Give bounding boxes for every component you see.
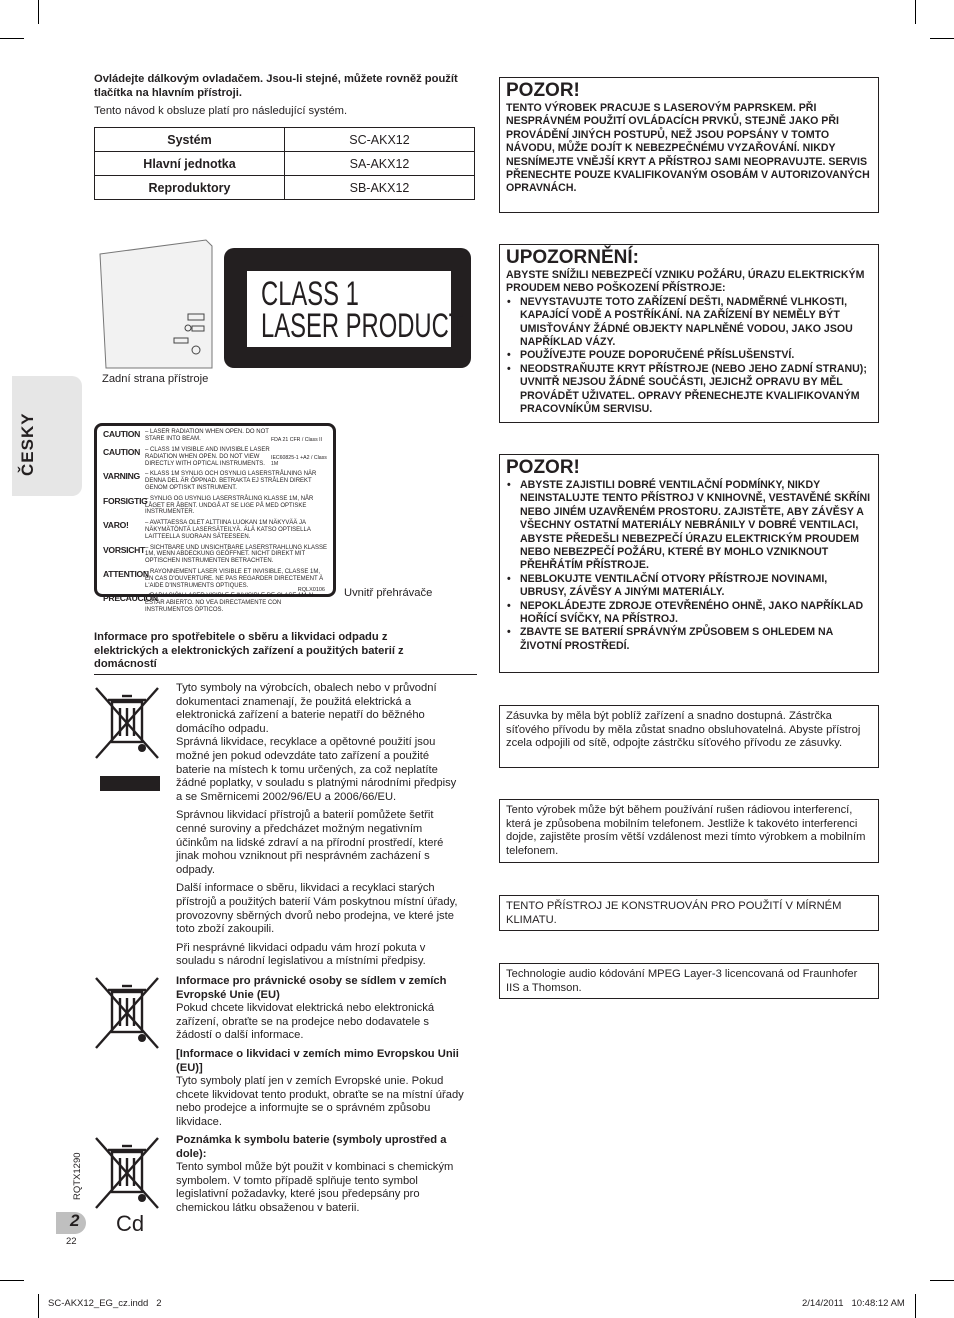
print-date: 2/14/2011 10:48:12 AM <box>802 1298 905 1309</box>
caution-text: – LASER RADIATION WHEN OPEN. DO NOT STARE INTO BEAM. <box>145 429 269 442</box>
caution-text: – CLASS 1M VISIBLE AND INVISIBLE LASER RADIATION WHEN OPEN. DO NOT VIEW DIRECTLY WITH OPTICAL INSTRUMENTS. <box>145 447 270 467</box>
disposal-p4: Další informace o sběru, likvidaci a recyklaci starých přístrojů a použitých baterií Vám poskytnou místní úřady, provozovny sběrných dvorů nebo prodejna, ve které jste toto zboží zakoupili. <box>176 882 458 936</box>
caution-row <box>103 520 329 540</box>
battery-chemical-symbol: Cd <box>116 1211 145 1236</box>
caution-word: FORSIGTIG <box>103 495 148 506</box>
note-text-2: Tento výrobek může být během používání rušen rádiovou interferencí, která je způsobena mobilním telefonem. Jestliže k takovéto interferenci dojde, zajistěte prosím větší vzdálenost mezi tímto výrobkem a mobilním telefonem. <box>506 804 866 857</box>
pozor-title-1: POZOR! <box>506 80 580 101</box>
caution-row <box>103 569 329 589</box>
caution-extra: FDA 21 CFR / Class II <box>271 437 323 443</box>
list-item: • NEBLOKUJTE VENTILAČNÍ OTVORY PŘÍSTROJE NOVINAMI, UBRUSY, ZÁVĚSY A JINÝMI MATERIÁLY. <box>520 573 872 600</box>
table-row: Reproduktory SB-AKX12 <box>95 176 475 200</box>
disposal-p7: Tyto symboly platí jen v zemích Evropské unie. Pokud chcete likvidovat tento produkt, obraťte se na místní úřady nebo prodejce a informujte se o správném způsobu likvidace. <box>176 1075 464 1128</box>
caution-text: – RADIACIÓN LASER VISIBLE E INVISIBLE DE CLASE 1M AL ESTAR ABIERTO. NO VEA DIRECTAMENTE CON INSTRUMENTOS ÓPTICOS. <box>145 593 315 613</box>
pozor-box-1 <box>499 77 879 213</box>
disposal-h2: Informace pro právnické osoby se sídlem v zemích Evropské Unie (EU) <box>176 975 447 1001</box>
crossed-bin-icon <box>94 686 162 764</box>
bin-bar-icon <box>100 776 160 791</box>
laser-class-label <box>224 248 471 368</box>
caution-word: VORSICHT <box>103 544 146 555</box>
caution-word: VARNING <box>103 471 140 482</box>
disposal-h4: Poznámka k symbolu baterie (symboly uprostřed a dole): <box>176 1134 447 1160</box>
caution-text: – RAYONNEMENT LASER VISIBLE ET INVISIBLE, CLASSE 1M, EN CAS D'OUVERTURE. NE PAS REGARDER DIRECTEMENT À L'AIDE D'INSTRUMENTS OPTIQUES. <box>145 568 324 589</box>
list-item: • ZBAVTE SE BATERIÍ SPRÁVNÝM ZPŮSOBEM S OHLEDEM NA ŽIVOTNÍ PROSTŘEDÍ. <box>520 626 872 653</box>
disposal-p3: Správnou likvidací přístrojů a baterií pomůžete šetřit cenné suroviny a předcházet možným negativním účinkům na lidské zdraví a na přírodní prostředí, které jinak mohou vzniknout při nesprávném zacházení s odpady. <box>176 809 444 876</box>
note-box-4 <box>499 963 879 999</box>
caution-label <box>94 423 336 613</box>
disposal-text-3 <box>176 1134 462 1216</box>
table-row: Hlavní jednotka SA-AKX12 <box>95 152 475 176</box>
file-name: SC-AKX12_EG_cz.indd 2 <box>48 1298 162 1309</box>
list-item: • NEVYSTAVUJTE TOTO ZAŘÍZENÍ DEŠTI, NADMĚRNÉ VLHKOSTI, KAPAJÍCÍ VODĚ A POSTŘÍKÁNÍ. NA ZAŘÍZENÍ BY NEMĚLY BÝT UMISŤOVÁNY ŽÁDNÉ OBJEKTY NAPLNĚNÉ VODOU, JAKO JSOU NAPŘÍKLAD VÁZY. <box>520 296 872 350</box>
upozorneni-intro: ABYSTE SNÍŽILI NEBEZPEČÍ VZNIKU POŽÁRU, ÚRAZU ELEKTRICKÝM PROUDEM NEBO POŠKOZENÍ PŘÍSTROJE: <box>506 269 865 295</box>
inside-caption: Uvnitř přehrávače <box>344 587 433 599</box>
divider <box>94 674 477 675</box>
crossed-bin-icon-3 <box>94 1136 162 1214</box>
note-text-4: Technologie audio kódování MPEG Layer-3 licencovaná od Fraunhofer IIS a Thomson. <box>506 968 858 994</box>
caution-text: – AVATTAESSA OLET ALTTIINA LUOKAN 1M NÄKYVÄÄ JA NÄKYMÄTÖNTÄ LASERSÄTEILYÄ. ÄLÄ KATSO OPTISELLA LAITTEELLA SUORAAN SÄTEESEEN. <box>145 520 311 540</box>
note-box-2 <box>499 799 879 863</box>
disposal-text-1 <box>176 682 462 969</box>
caution-row <box>103 471 329 491</box>
caution-word: VARO! <box>103 520 129 531</box>
disposal-p2: Správná likvidace, recyklace a opětovné použití jsou možné jen pokud odevzdáte tato zařízení a použité baterie na místech k tomu určených, za což neplatíte žádné poplatky, v souladu s platnými národními předpisy a se Směrnicemi 2002/96/EU a 2006/66/EU. <box>176 736 457 803</box>
pozor-box-2 <box>499 454 879 673</box>
intro-bold: Ovládejte dálkovým ovladačem. Jsou-li stejné, můžete rovněž použít tlačítka na hlavním přístroji. <box>94 73 458 99</box>
intro-line: Tento návod k obsluze platí pro následující systém. <box>94 105 348 117</box>
caution-text: – SYNLIG OG USYNLIG LASERSTRÅLING KLASSE 1M, NÅR LÅGET ER ÅBENT. UNDGÅ AT SE LIGE PÅ MED OPTISKE INSTRUMENTER. <box>145 495 314 516</box>
crossed-bin-icon-2 <box>94 976 162 1054</box>
note-text-1: Zásuvka by měla být poblíž zařízení a snadno dostupná. Zástrčka síťového přívodu by měla zůstat snadno obsluhovatelná. Abyste přístroj zcela odpojili od sítě, odpojte zástrčku síťového přívodu ze zásuvky. <box>506 710 861 750</box>
caution-word: ATTENTION <box>103 568 149 579</box>
table-row: Systém SC-AKX12 <box>95 128 475 152</box>
list-item: • POUŽÍVEJTE POUZE DOPORUČENÉ PŘÍSLUŠENSTVÍ. <box>520 349 872 362</box>
disposal-p5: Při nesprávné likvidaci odpadu vám hrozí pokuta v souladu s národní legislativou a místními předpisy. <box>176 941 426 968</box>
disposal-p1: Tyto symboly na výrobcích, obalech nebo v průvodní dokumentaci znamenají, že použitá elektrická a elektronická zařízení a baterie nepatří do běžného domácího odpadu. <box>176 682 437 735</box>
caution-row <box>103 593 329 613</box>
upozorneni-title: UPOZORNĚNÍ: <box>506 247 639 268</box>
list-item: • NEPOKLÁDEJTE ZDROJE OTEVŘENÉHO OHNĚ, JAKO NAPŘÍKLAD HOŘÍCÍ SVÍČKY, NA PŘÍSTROJ. <box>520 600 872 627</box>
pozor-text-1: TENTO VÝROBEK PRACUJE S LASEROVÝM PAPRSKEM. PŘI NESPRÁVNÉM POUŽITÍ OVLÁDACÍCH PRVKŮ, STEJNĚ JAKO PŘI PROVÁDĚNÍ JINÝCH POSTUPŮ, NEŽ JSOU POPSÁNY V TOMTO NÁVODU, MŮŽE DOJÍT K NEBEZPEČNÉMU VYZAŘOVÁNÍ. NIKDY NESNÍMEJTE VNĚJŠÍ KRYT A PŘÍSTROJ SAMI NEOPRAVUJTE. SERVIS PŘENECHTE POUZE KVALIFIKOVANÝM OSOBÁM V AUTORIZOVANÝCH OPRAVNÁCH. <box>506 102 870 195</box>
laser-label-line2: LASER PRODUCT <box>261 307 464 345</box>
caution-row <box>103 429 329 443</box>
page-badge-number: 2 <box>70 1211 80 1230</box>
laser-label-line1: CLASS 1 <box>261 275 359 313</box>
caution-word: PRECAUCIÓN <box>103 593 158 604</box>
rear-caption: Zadní strana přístroje <box>102 373 209 385</box>
note-text-3: TENTO PŘÍSTROJ JE KONSTRUOVÁN PRO POUŽITÍ V MÍRNÉM KLIMATU. <box>506 900 842 926</box>
caution-row <box>103 447 329 467</box>
disposal-heading: Informace pro spotřebitele o sběru a likvidaci odpadu z elektrických a elektronických zařízení a použitých baterií z domácností <box>94 631 404 671</box>
caution-row <box>103 496 329 516</box>
disposal-p8: Tento symbol může být použit v kombinaci s chemickým symbolem. V tomto případě splňuje tento symbol legislativní požadavky, které jsou předepsány pro chemickou látku obsaženou v baterii. <box>176 1161 454 1214</box>
device-rear-illustration <box>96 234 218 370</box>
language-tab-label: ČESKY <box>18 412 37 476</box>
caution-row <box>103 545 329 565</box>
pozor-title-2: POZOR! <box>506 457 580 478</box>
caution-text: – SICHTBARE UND UNSICHTBARE LASERSTRAHLUNG KLASSE 1M, WENN ABDECKUNG GEÖFFNET. NICHT DIREKT MIT OPTISCHEN INSTRUMENTEN BETRACHTEN. <box>145 544 328 565</box>
disposal-p6: Pokud chcete likvidovat elektrická nebo elektronická zařízení, obraťte se na prodejce nebo dodavatele s žádostí o další informace. <box>176 1002 435 1042</box>
disposal-h3: [Informace o likvidaci v zemích mimo Evropskou Unii (EU)] <box>176 1047 459 1074</box>
list-item: • ABYSTE ZAJISTILI DOBRÉ VENTILAČNÍ PODMÍNKY, NIKDY NEINSTALUJTE TENTO PŘÍSTROJ V KNIHOVNĚ, VESTAVĚNÉ SKŘÍNI NEBO JINÉM UZAVŘENÉM PROSTORU. ZAJISTĚTE, ABY ZÁVĚSY A VŠECHNY OSTATNÍ MATERIÁLY NEBRÁNILY V DOBRÉ VENTILACI, ABYSTE PŘEDEŠLI NEBEZPEČÍ ÚRAZU ELEKTRICKÝM PROUDEM NEBO NEBEZPEČÍ POŽÁRU, KTERÉ BY MOHLO VZNIKNOUT PŘEHŘÁTÍM PŘÍSTROJE. <box>520 479 872 573</box>
caution-extra: IEC60825-1 +A2 / Class 1M <box>271 455 327 467</box>
caution-word: CAUTION <box>103 429 141 439</box>
doc-code: RQTX1290 <box>72 1152 83 1200</box>
caution-text: – KLASS 1M SYNLIG OCH OSYNLIG LASERSTRÅLNING NÄR DENNA DEL ÄR ÖPPNAD. BETRAKTA EJ STRÅLEN DIREKT GENOM OPTISKT INSTRUMENT. <box>145 471 317 491</box>
caution-word: CAUTION <box>103 447 141 457</box>
note-box-3 <box>499 895 879 931</box>
list-item: • NEODSTRAŇUJTE KRYT PŘÍSTROJE (NEBO JEHO ZADNÍ STRANU); UVNITŘ NEJSOU ŽÁDNÉ SOUČÁSTI, JEJICHŽ OPRAVU BY MĚL PROVÁDĚT UŽIVATEL. OPRAVY PŘENECHEJTE KVALIFIKOVANÝM PRACOVNÍKŮM SERVISU. <box>520 363 872 417</box>
system-table <box>94 127 475 200</box>
page-number-small: 22 <box>66 1236 77 1247</box>
caution-code: RQLX0106 <box>297 587 325 593</box>
disposal-text-2 <box>176 975 468 1130</box>
note-box-1 <box>499 705 879 768</box>
upozorneni-box <box>499 244 879 423</box>
